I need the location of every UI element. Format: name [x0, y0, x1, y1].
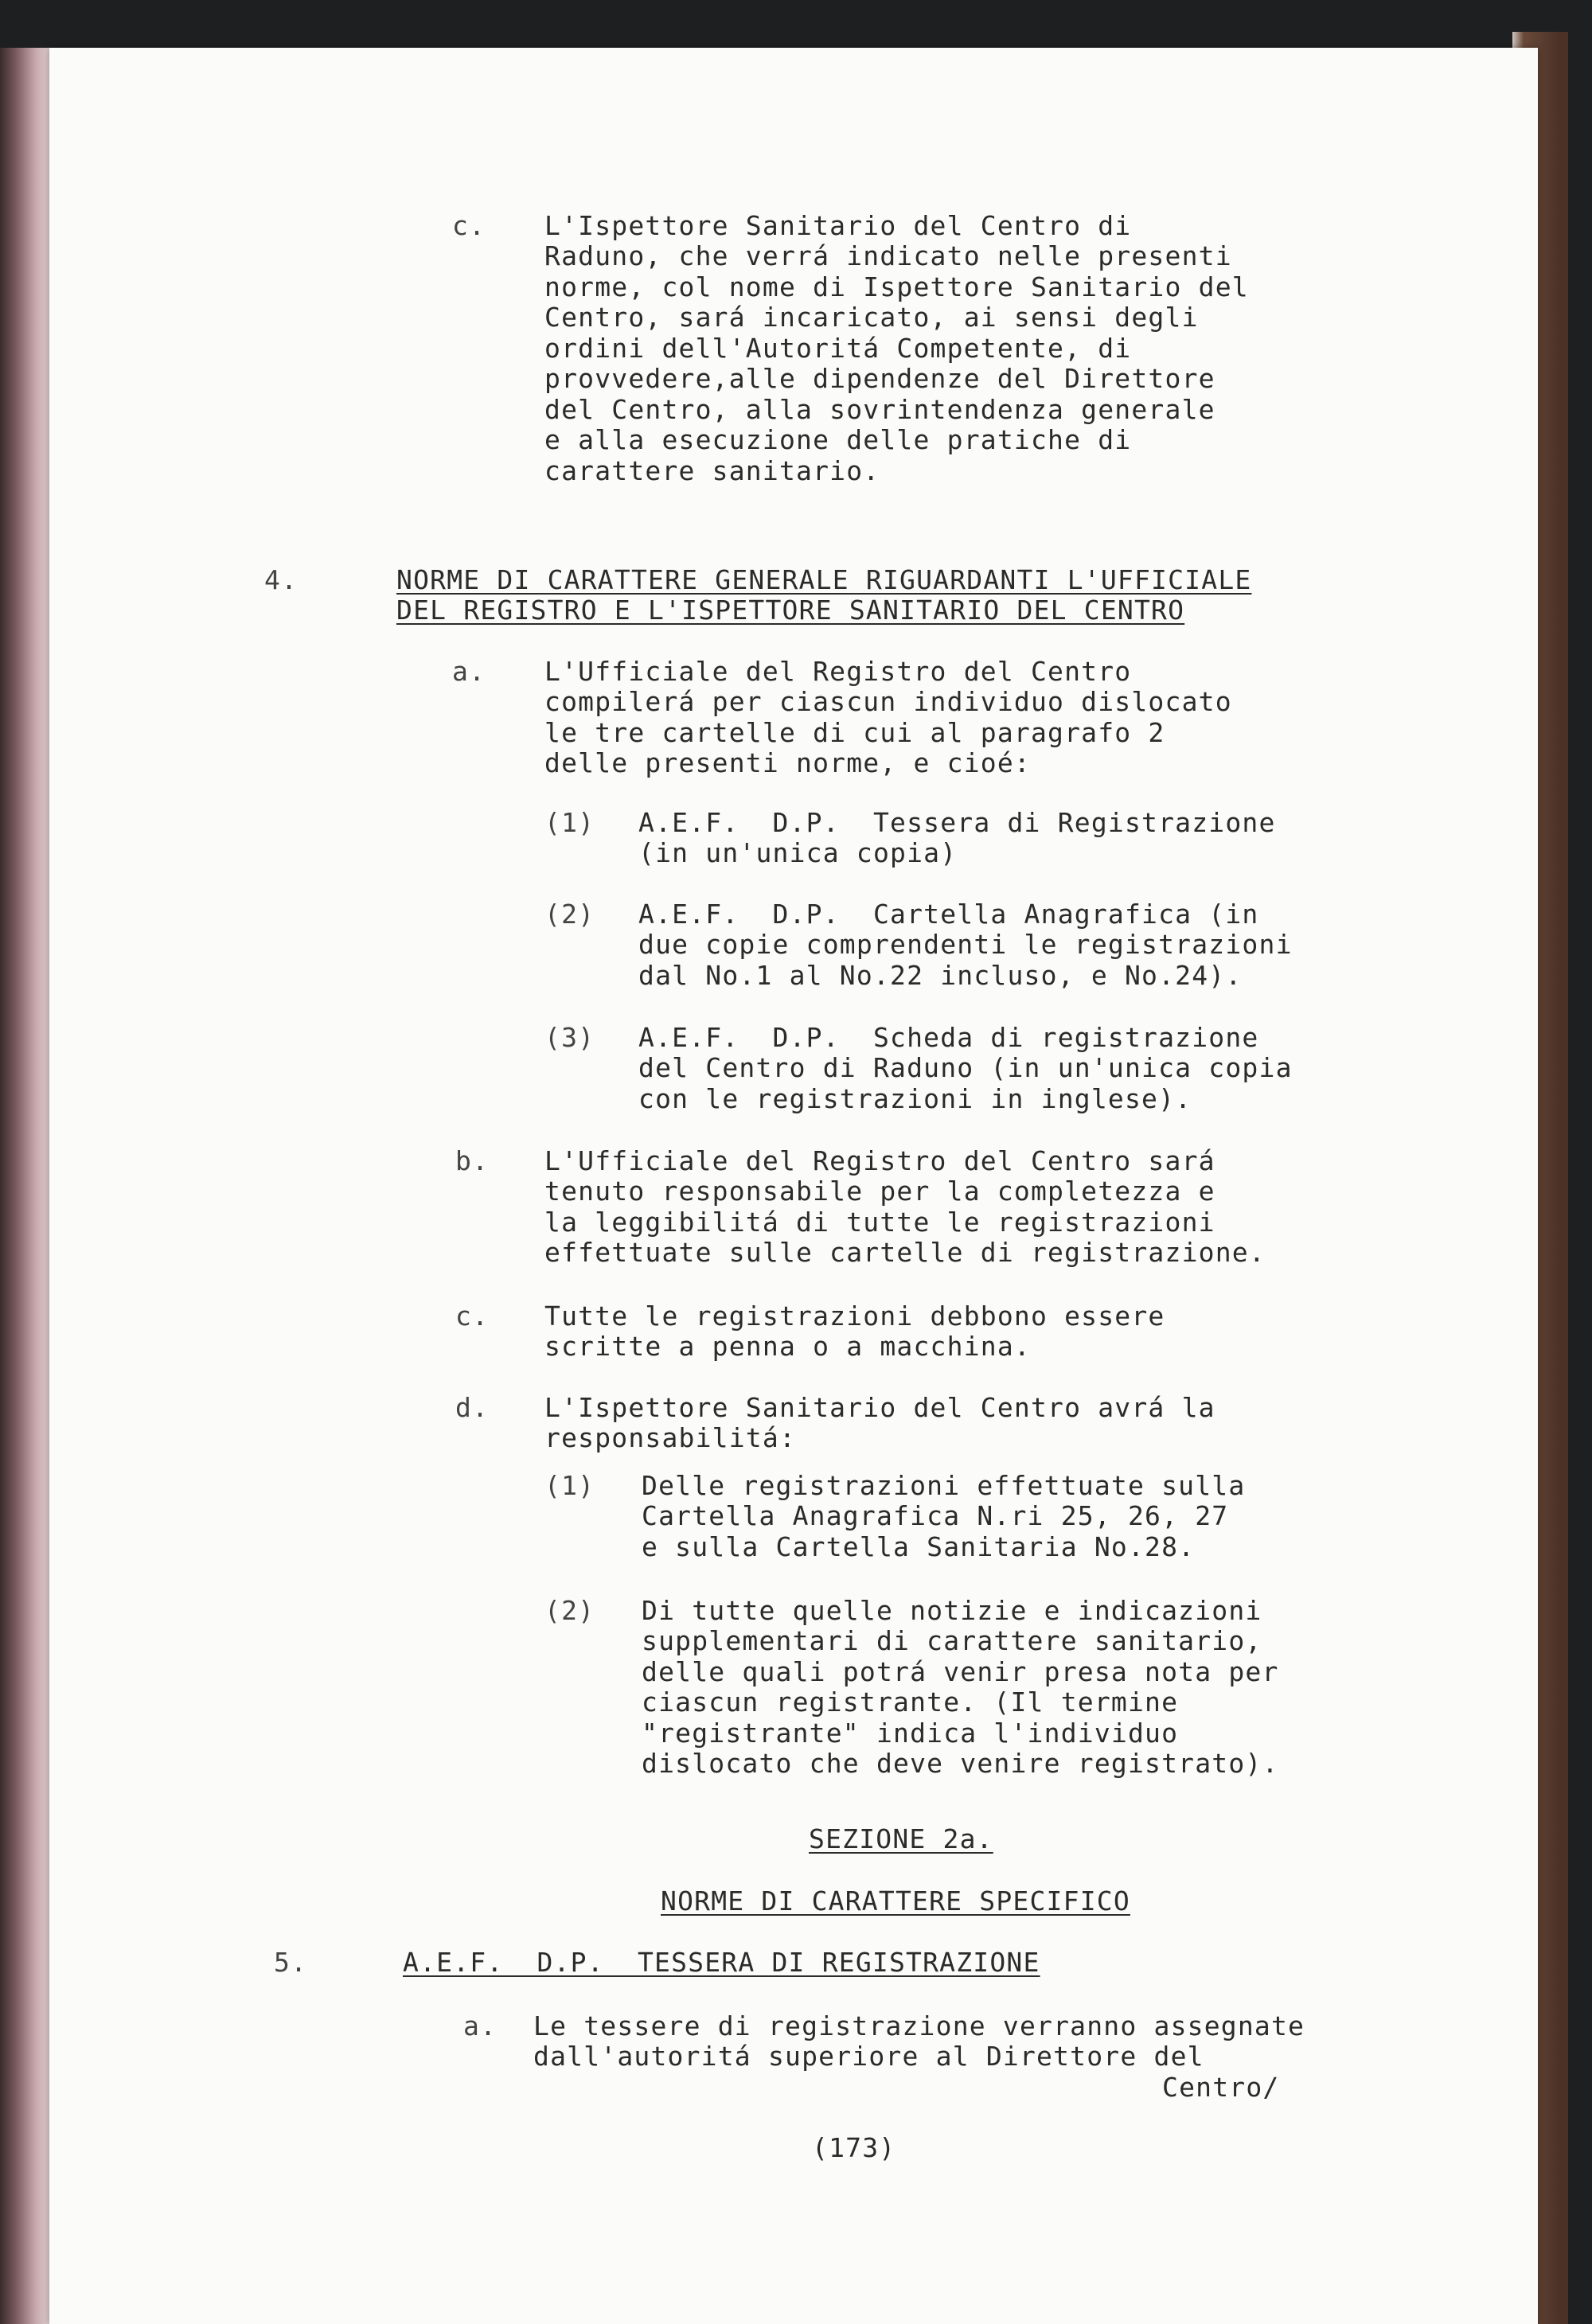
- section-4d-sub-1-line-3: e sulla Cartella Sanitaria No.28.: [642, 1531, 1196, 1562]
- item-3c-marker: c.: [452, 210, 486, 241]
- item-3c-line-7: del Centro, alla sovrintendenza generale: [544, 394, 1215, 425]
- section-4-heading-line-1: NORME DI CARATTERE GENERALE RIGUARDANTI L'UFFICIALE: [396, 564, 1252, 595]
- section-4a-line-2: compilerá per ciascun individuo dislocato: [544, 686, 1232, 717]
- section-4a-sub-3-line-1: A.E.F. D.P. Scheda di registrazione: [638, 1022, 1259, 1053]
- section-4a-sub-3-line-3: con le registrazioni in inglese).: [638, 1083, 1192, 1114]
- section-4b-line-4: effettuate sulle cartelle di registrazione.: [544, 1237, 1266, 1268]
- item-3c-line-1: L'Ispettore Sanitario del Centro di: [544, 210, 1132, 241]
- item-3c-line-6: provvedere,alle dipendenze del Direttore: [544, 363, 1215, 394]
- section-4d-marker: d.: [455, 1392, 490, 1423]
- section-4-number: 4.: [264, 564, 298, 595]
- item-3c-line-2: Raduno, che verrá indicato nelle presenti: [544, 240, 1232, 271]
- section-4a-line-1: L'Ufficiale del Registro del Centro: [544, 656, 1132, 687]
- section-5-heading: A.E.F. D.P. TESSERA DI REGISTRAZIONE: [403, 1947, 1040, 1978]
- section-5a-continuation: Centro/: [1162, 2072, 1280, 2103]
- item-3c-line-8: e alla esecuzione delle pratiche di: [544, 424, 1132, 455]
- section-4d-sub-1-line-2: Cartella Anagrafica N.ri 25, 26, 27: [642, 1500, 1229, 1531]
- section-4a-sub-2-line-1: A.E.F. D.P. Cartella Anagrafica (in: [638, 899, 1259, 930]
- section-heading: SEZIONE 2a.: [809, 1823, 993, 1854]
- document-page: [49, 48, 1538, 2324]
- section-4d-sub-1-line-1: Delle registrazioni effettuate sulla: [642, 1470, 1246, 1501]
- section-4d-line-1: L'Ispettore Sanitario del Centro avrá la: [544, 1392, 1215, 1423]
- section-4a-sub-3-line-2: del Centro di Raduno (in un'unica copia: [638, 1052, 1293, 1083]
- item-3c-line-5: ordini dell'Autoritá Competente, di: [544, 333, 1132, 364]
- section-4a-sub-1-line-2: (in un'unica copia): [638, 837, 958, 868]
- section-4d-sub-1-marker: (1): [544, 1470, 595, 1501]
- section-4a-marker: a.: [452, 656, 486, 687]
- section-5-number: 5.: [274, 1947, 308, 1978]
- item-3c-line-4: Centro, sará incaricato, ai sensi degli: [544, 302, 1199, 333]
- section-4b-line-1: L'Ufficiale del Registro del Centro sará: [544, 1145, 1215, 1176]
- section-4-heading-line-2: DEL REGISTRO E L'ISPETTORE SANITARIO DEL CENTRO: [396, 595, 1185, 626]
- section-4d-sub-2-line-4: ciascun registrante. (Il termine: [642, 1686, 1179, 1718]
- section-4d-sub-2-marker: (2): [544, 1595, 595, 1626]
- section-4a-sub-2-line-3: dal No.1 al No.22 incluso, e No.24).: [638, 960, 1243, 991]
- section-4d-sub-2-line-2: supplementari di carattere sanitario,: [642, 1625, 1262, 1656]
- section-4a-sub-3-marker: (3): [544, 1022, 595, 1053]
- book-binding-left: [0, 48, 56, 2324]
- section-4a-sub-2-line-2: due copie comprendenti le registrazioni: [638, 929, 1293, 960]
- section-4a-sub-2-marker: (2): [544, 899, 595, 930]
- section-4a-sub-1-marker: (1): [544, 807, 595, 838]
- section-4a-sub-1-line-1: A.E.F. D.P. Tessera di Registrazione: [638, 807, 1276, 838]
- item-3c-line-3: norme, col nome di Ispettore Sanitario del: [544, 271, 1249, 302]
- section-5a-line-1: Le tessere di registrazione verranno assegnate: [533, 2010, 1305, 2041]
- section-4a-line-3: le tre cartelle di cui al paragrafo 2: [544, 717, 1165, 748]
- section-4d-line-2: responsabilitá:: [544, 1422, 797, 1453]
- page-number: (173): [812, 2132, 896, 2163]
- section-4b-line-2: tenuto responsabile per la completezza e: [544, 1176, 1215, 1207]
- section-4d-sub-2-line-3: delle quali potrá venir presa nota per: [642, 1656, 1279, 1687]
- section-4c-marker: c.: [455, 1300, 490, 1332]
- section-4c-line-2: scritte a penna o a macchina.: [544, 1331, 1031, 1362]
- section-subheading: NORME DI CARATTERE SPECIFICO: [661, 1885, 1130, 1917]
- item-3c-line-9: carattere sanitario.: [544, 455, 880, 486]
- section-5a-marker: a.: [463, 2010, 498, 2041]
- section-4d-sub-2-line-6: dislocato che deve venire registrato).: [642, 1748, 1279, 1779]
- section-4d-sub-2-line-1: Di tutte quelle notizie e indicazioni: [642, 1595, 1262, 1626]
- section-5a-line-2: dall'autoritá superiore al Direttore del: [533, 2041, 1204, 2072]
- section-4b-line-3: la leggibilitá di tutte le registrazioni: [544, 1207, 1215, 1238]
- section-4b-marker: b.: [455, 1145, 490, 1176]
- section-4c-line-1: Tutte le registrazioni debbono essere: [544, 1300, 1165, 1332]
- section-4d-sub-2-line-5: "registrante" indica l'individuo: [642, 1718, 1179, 1749]
- section-4a-line-4: delle presenti norme, e cioé:: [544, 747, 1031, 778]
